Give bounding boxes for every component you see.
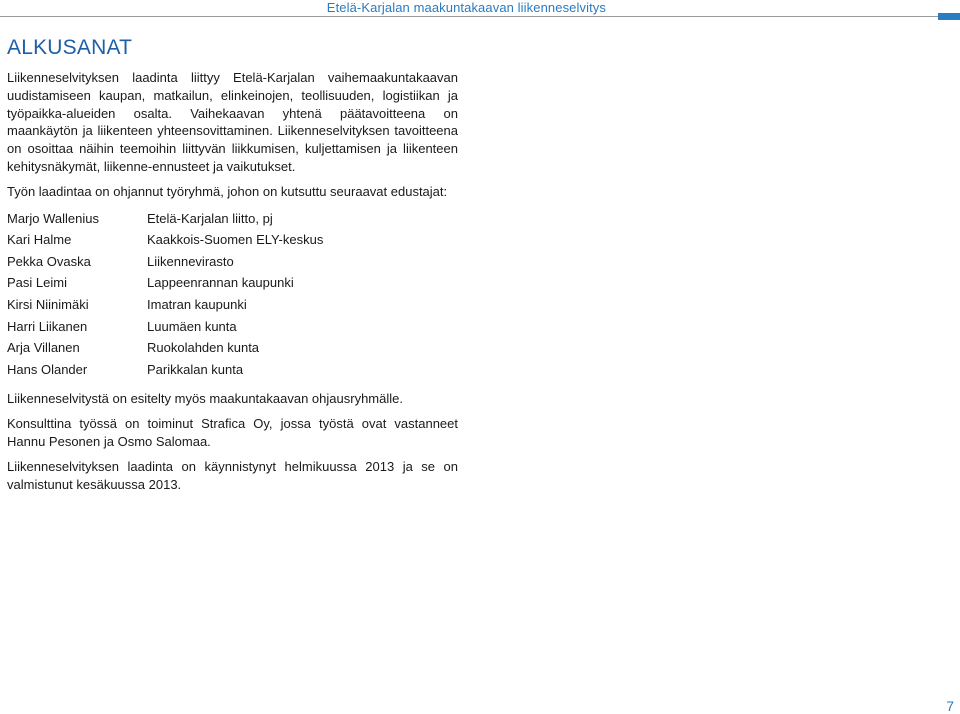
- member-name: Marjo Wallenius: [7, 210, 99, 226]
- member-name: Arja Villanen: [7, 340, 80, 356]
- member-organization: Ruokolahden kunta: [147, 340, 260, 356]
- member-name: Pekka Ovaska: [7, 253, 91, 269]
- workgroup-member-row: [7, 339, 458, 361]
- page-title: ALKUSANAT: [7, 36, 133, 59]
- consultant-note-paragraph: Konsulttina työssä on toiminut Strafica Oy, jossa työstä ovat vastanneet Hannu Pesonen ja Osmo Salomaa.: [7, 416, 458, 449]
- member-organization: Parikkalan kunta: [147, 361, 244, 377]
- running-header-title: Etelä-Karjalan maakuntakaavan liikenneselvitys: [326, 0, 606, 15]
- member-organization: Etelä-Karjalan liitto, pj: [147, 210, 273, 226]
- workgroup-member-row: [7, 296, 458, 318]
- member-organization: Luumäen kunta: [147, 318, 237, 334]
- intro-paragraph: Liikenneselvityksen laadinta liittyy Etelä-Karjalan vaihemaakuntakaavan uudistamiseen kaupan, matkailun, elinkeinojen, teollisuuden, logistiikan ja työpaikka-alueiden osalta. Vaihekaavan yhtenä päätavoitteena on maankäytön ja liikenteen yhteensovittaminen. Liikenneselvityksen tavoitteena on osoittaa näihin teemoihin liittyvän liikkumisen, kuljettamisen ja liikenteen kehitysnäkymät, liikenne-ennusteet ja vaikutukset.: [7, 70, 458, 174]
- workgroup-member-row: [7, 231, 458, 253]
- workgroup-member-row: [7, 210, 458, 232]
- timeline-note-paragraph: Liikenneselvityksen laadinta on käynnistynyt helmikuussa 2013 ja se on valmistunut kesäkuussa 2013.: [7, 458, 458, 492]
- member-name: Kirsi Niinimäki: [7, 296, 89, 312]
- workgroup-member-row: [7, 361, 458, 383]
- page-number: 7: [946, 698, 954, 714]
- header-divider: [0, 16, 960, 17]
- member-name: Pasi Leimi: [7, 275, 67, 291]
- member-organization: Liikennevirasto: [147, 253, 234, 269]
- member-organization: Lappeenrannan kaupunki: [147, 275, 294, 291]
- member-organization: Imatran kaupunki: [147, 296, 247, 312]
- workgroup-intro-paragraph: Työn laadintaa on ohjannut työryhmä, johon on kutsuttu seuraavat edustajat:: [7, 183, 448, 199]
- member-name: Harri Liikanen: [7, 318, 88, 334]
- workgroup-member-row: [7, 274, 458, 296]
- presentation-note-paragraph: Liikenneselvitystä on esitelty myös maakuntakaavan ohjausryhmälle.: [7, 391, 403, 407]
- workgroup-member-list: [7, 210, 458, 383]
- header-accent-bar: [938, 13, 960, 20]
- document-body: [7, 36, 458, 500]
- workgroup-member-row: [7, 253, 458, 275]
- member-name: Hans Olander: [7, 361, 88, 377]
- member-organization: Kaakkois-Suomen ELY-keskus: [147, 232, 324, 248]
- workgroup-member-row: [7, 318, 458, 340]
- member-name: Kari Halme: [7, 232, 72, 248]
